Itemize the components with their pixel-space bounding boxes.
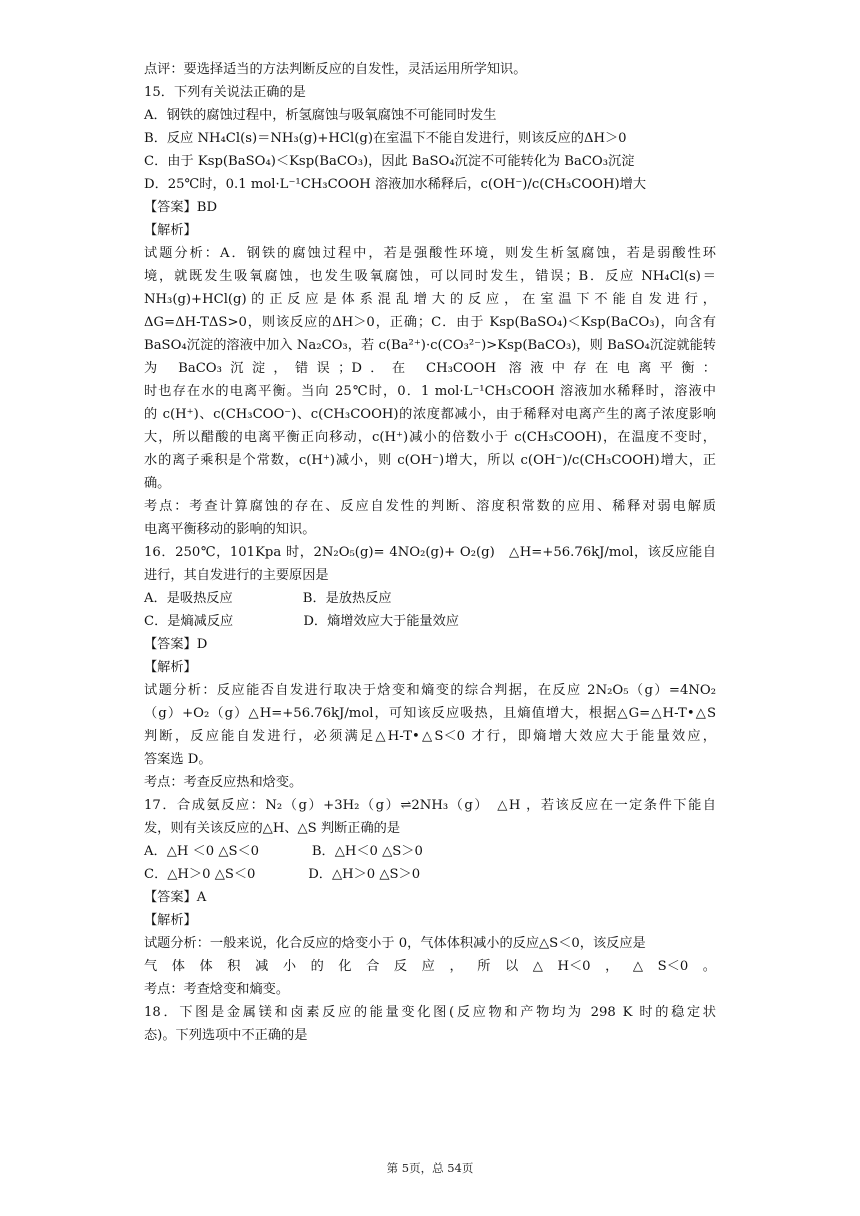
text-line: B．反应 NH₄Cl(s)＝NH₃(g)+HCl(g)在室温下不能自发进行，则该反应的ΔH＞0 xyxy=(144,131,627,146)
text-line: 态)。下列选项中不正确的是 xyxy=(144,1028,308,1043)
text-line: 进行，其自发进行的主要原因是 xyxy=(144,568,329,583)
text-line: C．△H＞0 △S＜0 D．△H＞0 △S＞0 xyxy=(144,867,421,882)
text-line: A．钢铁的腐蚀过程中，析氢腐蚀与吸氧腐蚀不可能同时发生 xyxy=(144,108,497,123)
text-line: 电离平衡移动的影响的知识。 xyxy=(144,522,316,537)
document-body xyxy=(144,58,716,1047)
text-line: （g）+O₂（g）△H=+56.76kJ/mol，可知该反应吸热，且熵值增大，根据△G=△H-T•△S xyxy=(144,706,716,721)
text-line: 点评：要选择适当的方法判断反应的自发性，灵活运用所学知识。 xyxy=(144,62,527,77)
text-line: 考点：考查焓变和熵变。 xyxy=(144,982,290,997)
text-line: 【解析】 xyxy=(144,660,197,675)
text-line: 判断，反应能自发进行，必须满足△H-T•△S＜0 才行，即熵增大效应大于能量效应， xyxy=(144,729,716,744)
text-line: 18．下图是金属镁和卤素反应的能量变化图(反应物和产物均为 298 K 时的稳定状 xyxy=(144,1005,716,1020)
text-line: 答案选 D。 xyxy=(144,752,212,767)
text-line: A．△H ＜0 △S＜0 B．△H＜0 △S＞0 xyxy=(144,844,423,859)
text-line: 水的离子乘积是个常数，c(H⁺)减小，则 c(OH⁻)增大，所以 c(OH⁻)/c(CH₃COOH)增大，正 xyxy=(144,453,716,468)
text-line: 气体体积减小的化合反应，所以△H＜0，△S＜0。 xyxy=(144,959,716,974)
text-line: NH₃(g)+HCl(g) 的 正 反 应 是 体 系 混 乱 增 大 的 反 应 ， 在 室 温 下 不 能 自 发 进 行 ， xyxy=(144,292,716,307)
text-line: 考点：考查反应热和焓变。 xyxy=(144,775,303,790)
text-line: 试题分析：一般来说，化合反应的焓变小于 0，气体体积减小的反应△S＜0，该反应是 xyxy=(144,936,646,951)
text-line: 【解析】 xyxy=(144,913,197,928)
text-line: 【答案】D xyxy=(144,637,208,652)
text-line: 的 c(H⁺)、c(CH₃COO⁻)、c(CH₃COOH)的浓度都减小，由于稀释对电离产生的离子浓度影响 xyxy=(144,407,716,422)
text-line: 确。 xyxy=(144,476,171,491)
text-line: ΔG=ΔH-TΔS>0，则该反应的ΔH＞0，正确；C．由于 Ksp(BaSO₄)＜Ksp(BaCO₃)，向含有 xyxy=(144,315,716,330)
text-line: 时也存在水的电离平衡。当向 25℃时，0．1 mol·L⁻¹CH₃COOH 溶液加水稀释时，溶液中 xyxy=(144,384,716,399)
text-line: 17．合成氨反应：N₂（g）+3H₂（g）⇌2NH₃（g） △H ，若该反应在一定条件下能自 xyxy=(144,798,716,813)
text-line: C．由于 Ksp(BaSO₄)＜Ksp(BaCO₃)，因此 BaSO₄沉淀不可能转化为 BaCO₃沉淀 xyxy=(144,154,635,169)
text-line: A．是吸热反应 B．是放热反应 xyxy=(144,591,392,606)
text-line: 16．250℃，101Kpa 时，2N₂O₅(g)= 4NO₂(g)+ O₂(g) △H=+56.76kJ/mol，该反应能自 xyxy=(144,545,716,560)
text-line: C．是熵减反应 D．熵增效应大于能量效应 xyxy=(144,614,459,629)
text-line: 考点：考查计算腐蚀的存在、反应自发性的判断、溶度积常数的应用、稀释对弱电解质 xyxy=(144,499,716,514)
text-line: 试题分析：A．钢铁的腐蚀过程中，若是强酸性环境，则发生析氢腐蚀，若是弱酸性环 xyxy=(144,246,716,261)
text-line: 发，则有关该反应的△H、△S 判断正确的是 xyxy=(144,821,401,836)
text-line: 境，就既发生吸氧腐蚀，也发生吸氧腐蚀，可以同时发生，错误；B．反应 NH₄Cl(s)＝ xyxy=(144,269,716,284)
text-line: 【答案】A xyxy=(144,890,207,905)
text-line: D．25℃时，0.1 mol·L⁻¹CH₃COOH 溶液加水稀释后，c(OH⁻)/c(CH₃COOH)增大 xyxy=(144,177,647,192)
text-line: 大，所以醋酸的电离平衡正向移动，c(H⁺)减小的倍数小于 c(CH₃COOH)，在温度不变时， xyxy=(144,430,716,445)
page-footer: 第 5页，总 54页 xyxy=(386,1161,474,1175)
text-line: BaSO₄沉淀的溶液中加入 Na₂CO₃，若 c(Ba²⁺)·c(CO₃²⁻)>Ksp(BaCO₃)，则 BaSO₄沉淀就能转 xyxy=(144,338,716,353)
text-line: 为 BaCO₃沉淀，错误；D．在 CH₃COOH 溶液中存在电离平衡： xyxy=(144,361,716,376)
text-line: 15．下列有关说法正确的是 xyxy=(144,85,306,100)
text-line: 【解析】 xyxy=(144,223,197,238)
text-line: 试题分析：反应能否自发进行取决于焓变和熵变的综合判据，在反应 2N₂O₅（g）=4NO₂ xyxy=(144,683,716,698)
text-line: 【答案】BD xyxy=(144,200,218,215)
